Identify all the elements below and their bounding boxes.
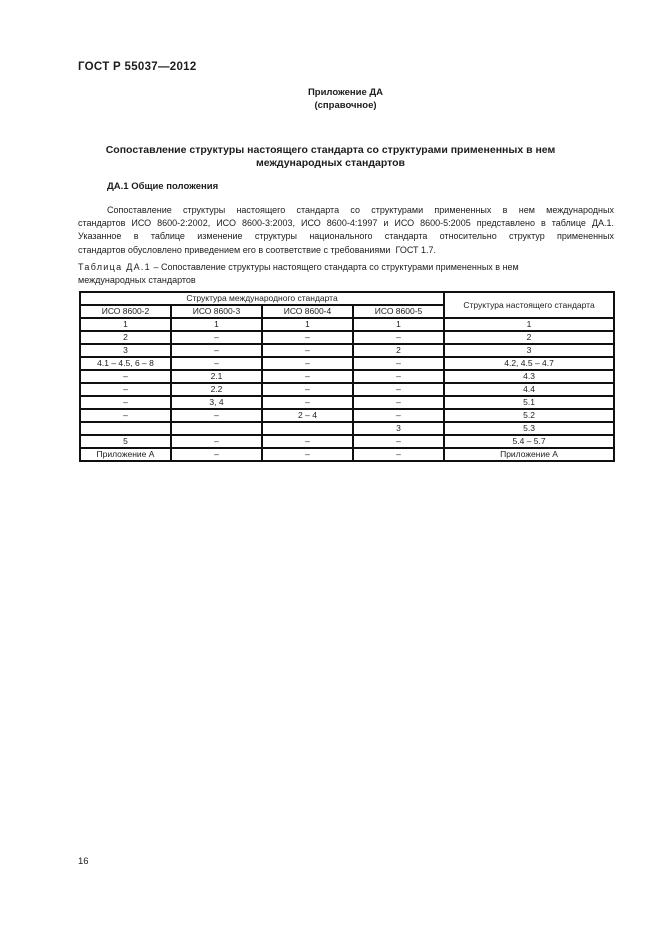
paragraph-line: Сопоставление структуры настоящего стандарта со структурами примененных в нем международных (107, 205, 614, 215)
table-cell: 2 (353, 344, 444, 357)
table-cell: Приложение А (444, 448, 614, 461)
table-column-header: ИСО 8600-5 (353, 305, 444, 318)
table-cell: 2 (80, 331, 171, 344)
table-cell: – (262, 344, 353, 357)
table-cell: – (171, 331, 262, 344)
paragraph-line: Указанное в таблице изменение структуры национального стандарта относительно структур примененных (78, 231, 614, 242)
table-caption (78, 261, 614, 287)
table-cell: 5.3 (444, 422, 614, 435)
table-cell: 3, 4 (171, 396, 262, 409)
table-cell: 2.2 (171, 383, 262, 396)
table-cell (80, 422, 171, 435)
table-cell: – (171, 409, 262, 422)
table-cell: 2 (444, 331, 614, 344)
table-cell: 1 (353, 318, 444, 331)
table-cell: 4.3 (444, 370, 614, 383)
table-cell: Приложение А (80, 448, 171, 461)
table-cell: – (171, 435, 262, 448)
table-cell: 3 (353, 422, 444, 435)
paragraph-line: стандартов обусловлено приведением его в соответствие с требованиями ГОСТ 1.7. (78, 244, 437, 255)
table-cell: 5.1 (444, 396, 614, 409)
table-header-national: Структура настоящего стандарта (444, 292, 614, 318)
table-cell: – (262, 357, 353, 370)
page-title (48, 144, 613, 170)
table-row (80, 448, 614, 461)
table-caption-line2: международных стандартов (78, 275, 196, 285)
table-cell (262, 422, 353, 435)
table-cell: – (80, 383, 171, 396)
table-header-row (80, 292, 614, 305)
appendix-block (78, 87, 613, 112)
table-row (80, 318, 614, 331)
table-cell: – (262, 370, 353, 383)
document-number: ГОСТ Р 55037—2012 (78, 61, 197, 73)
table-cell: 1 (444, 318, 614, 331)
table-cell: 5.4 – 5.7 (444, 435, 614, 448)
table-cell: 3 (80, 344, 171, 357)
table-cell: 4.1 – 4.5, 6 – 8 (80, 357, 171, 370)
table-row (80, 396, 614, 409)
table-caption-text: – Сопоставление структуры настоящего стандарта со структурами примененных в нем (153, 262, 519, 272)
table-cell: – (80, 370, 171, 383)
table-cell: – (80, 409, 171, 422)
table-row (80, 435, 614, 448)
table-cell: 3 (444, 344, 614, 357)
table-cell: 5.2 (444, 409, 614, 422)
table-cell: – (80, 396, 171, 409)
table-cell: 4.4 (444, 383, 614, 396)
paragraph-line: стандартов ИСО 8600-2:2002, ИСО 8600-3:2003, ИСО 8600-4:1997 и ИСО 8600-5:2005 представлено в таблице ДА.1. (78, 218, 614, 229)
table-cell: – (262, 331, 353, 344)
appendix-label: Приложение ДА (307, 87, 384, 98)
page-number: 16 (78, 856, 89, 867)
table-cell: – (353, 396, 444, 409)
table-row (80, 422, 614, 435)
table-cell: – (262, 396, 353, 409)
table-cell: – (353, 357, 444, 370)
table-cell: 1 (262, 318, 353, 331)
table-caption-line1 (78, 261, 614, 274)
table-cell (171, 422, 262, 435)
table-cell: 4.2, 4.5 – 4.7 (444, 357, 614, 370)
table-row (80, 383, 614, 396)
table-cell: – (353, 370, 444, 383)
table-cell: 1 (171, 318, 262, 331)
table-cell: – (262, 383, 353, 396)
table-row (80, 370, 614, 383)
table-header-international: Структура международного стандарта (80, 292, 444, 305)
table-row (80, 357, 614, 370)
table-cell: 2.1 (171, 370, 262, 383)
table-row (80, 331, 614, 344)
table-row (80, 409, 614, 422)
table-row (80, 344, 614, 357)
table-caption-label: Таблица ДА.1 (78, 262, 151, 272)
table-cell: – (353, 435, 444, 448)
table-cell: 1 (80, 318, 171, 331)
table-cell: – (262, 448, 353, 461)
body-paragraph (78, 204, 614, 257)
table-cell: – (353, 448, 444, 461)
table-column-header: ИСО 8600-2 (80, 305, 171, 318)
table-cell: 5 (80, 435, 171, 448)
appendix-kind: (справочное) (314, 99, 377, 111)
table-cell: – (262, 435, 353, 448)
table-cell: – (353, 409, 444, 422)
comparison-table (79, 291, 615, 462)
table-cell: – (353, 383, 444, 396)
table-cell: – (171, 344, 262, 357)
page-title-line2: международных стандартов (256, 157, 405, 169)
table-cell: – (171, 448, 262, 461)
table-cell: – (353, 331, 444, 344)
table-column-header: ИСО 8600-4 (262, 305, 353, 318)
page-title-line1: Сопоставление структуры настоящего стандарта со структурами примененных в нем (105, 144, 556, 156)
section-heading: ДА.1 Общие положения (107, 181, 219, 192)
table-column-header: ИСО 8600-3 (171, 305, 262, 318)
table-cell: – (171, 357, 262, 370)
table-cell: 2 – 4 (262, 409, 353, 422)
